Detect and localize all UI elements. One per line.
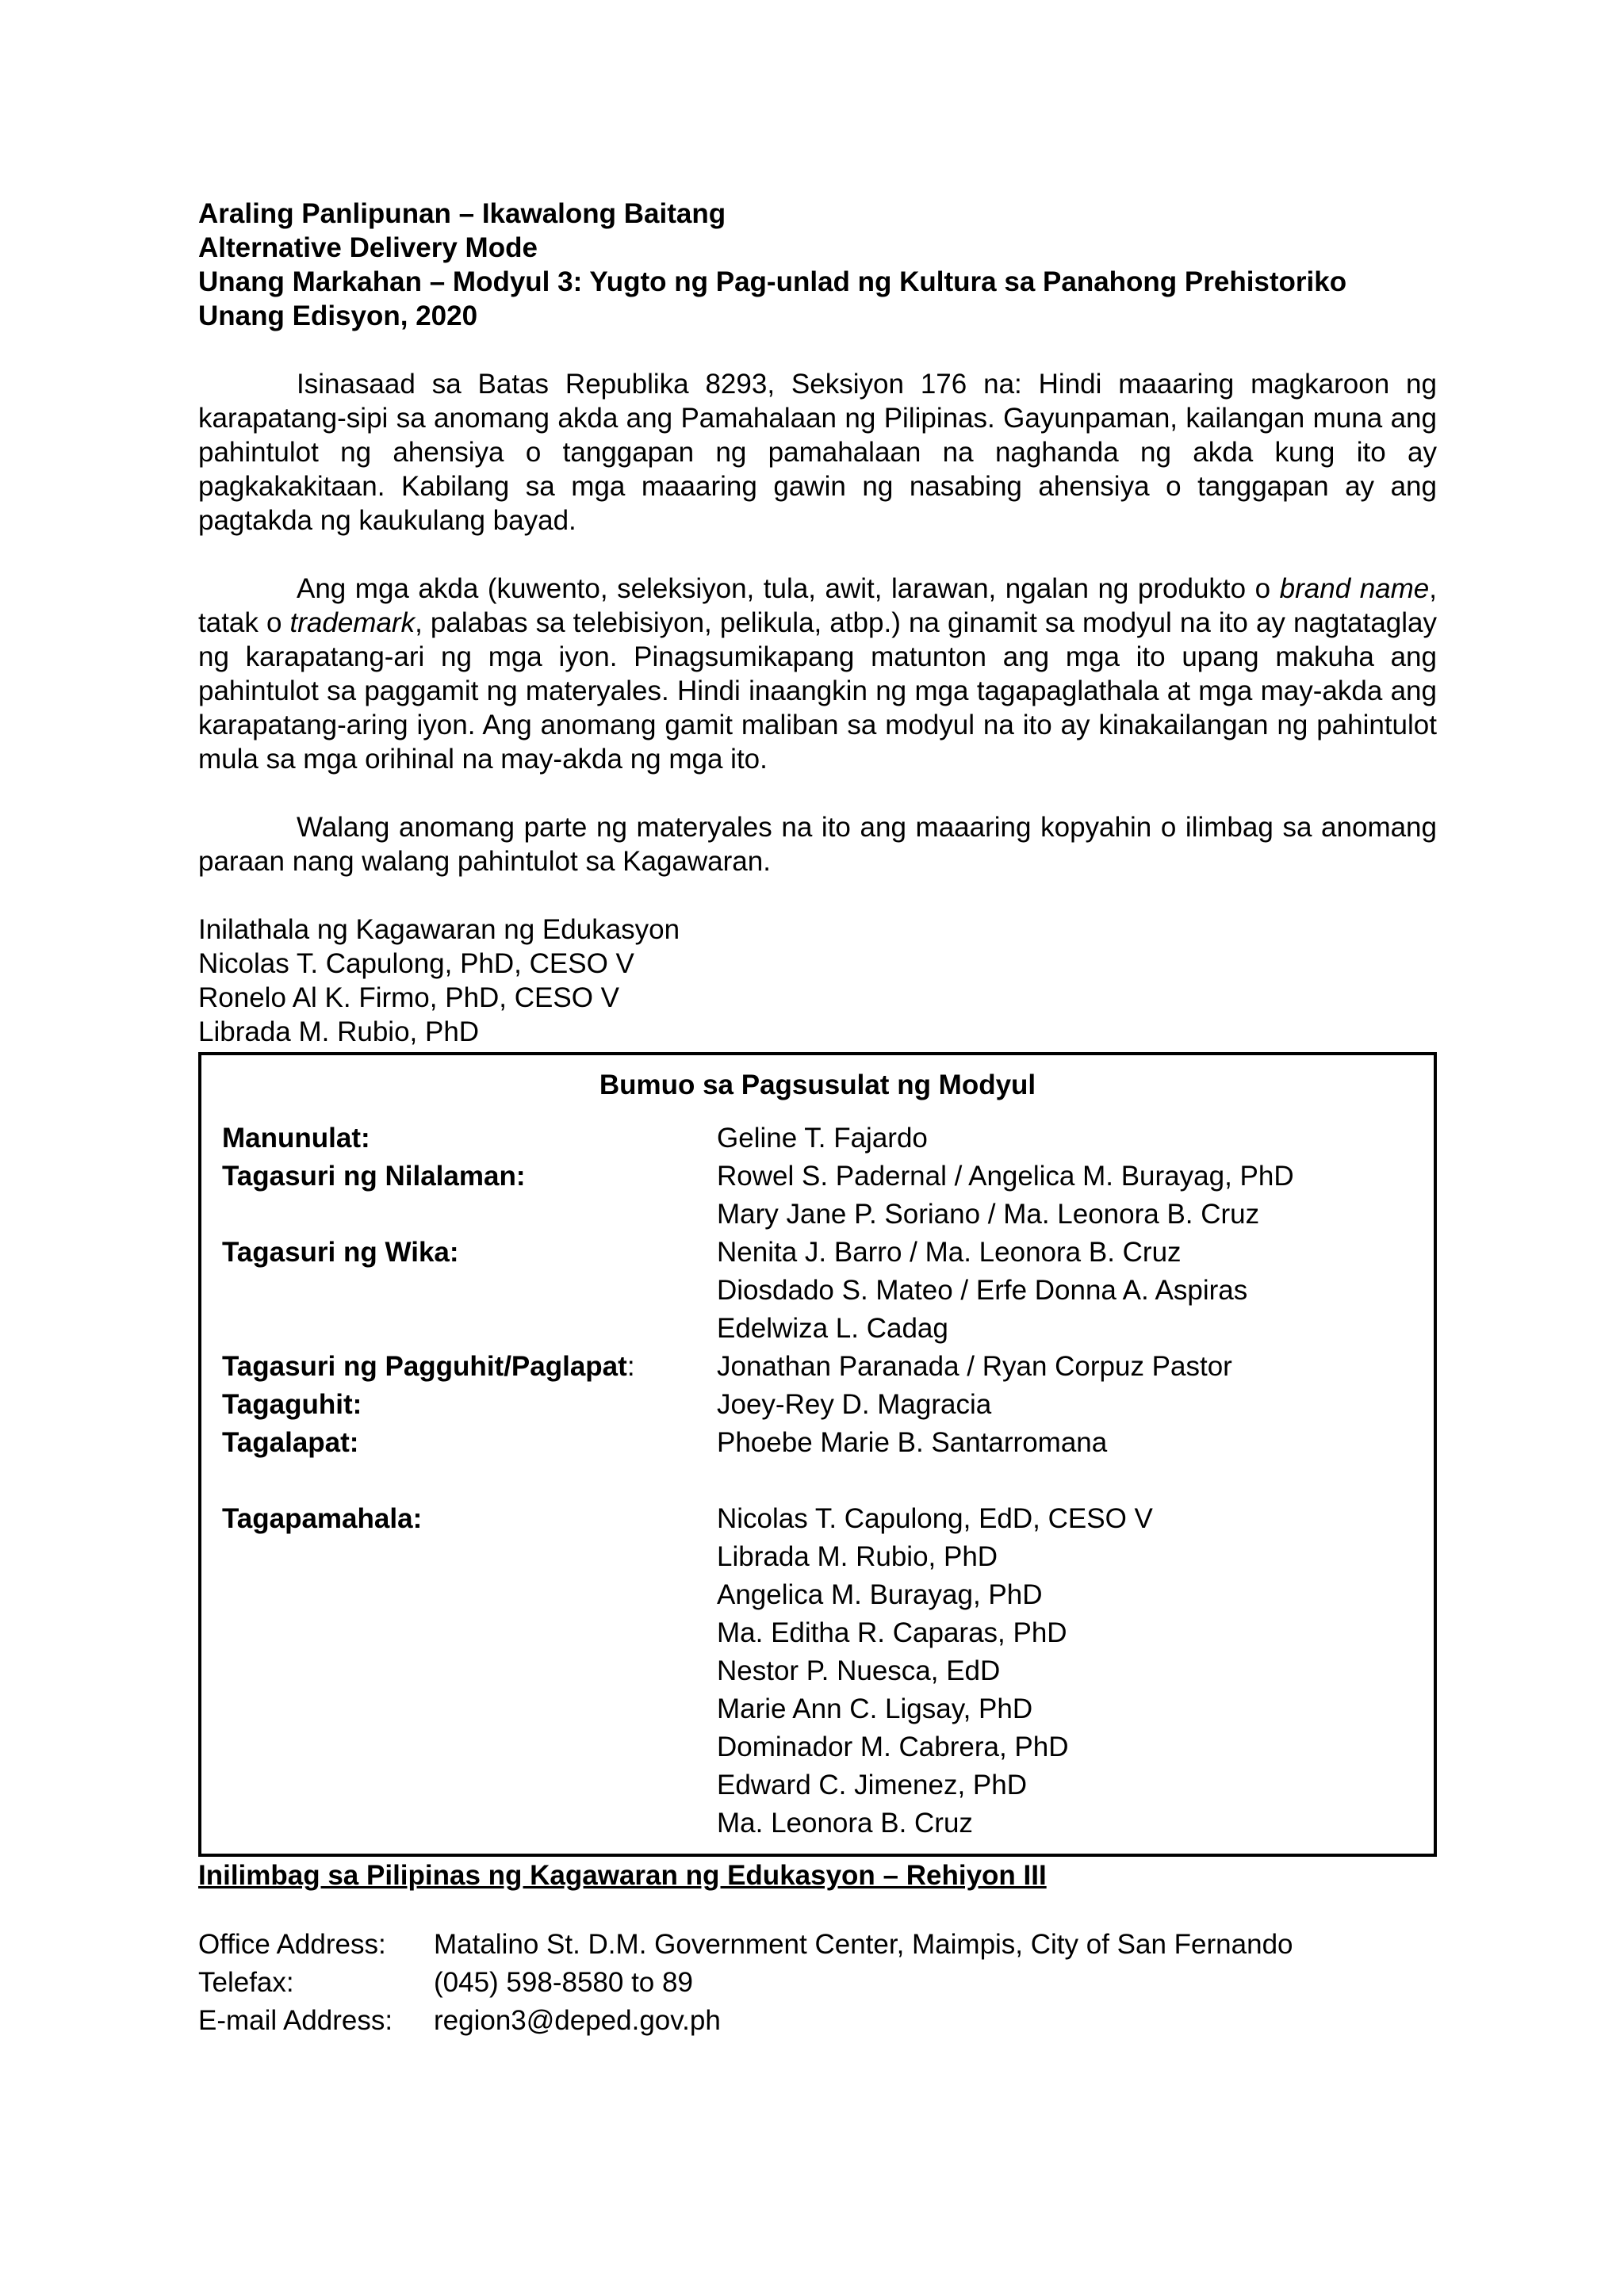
role-person: Joey-Rey D. Magracia xyxy=(717,1389,992,1420)
role-person: Phoebe Marie B. Santarromana xyxy=(717,1427,1108,1458)
role-person: Nicolas T. Capulong, EdD, CESO V xyxy=(717,1503,1153,1534)
role-label xyxy=(222,1424,717,1462)
trademark-italic-trademark: trademark xyxy=(289,607,416,638)
role-names xyxy=(717,1158,1413,1234)
team-role-row xyxy=(222,1500,1413,1843)
role-label xyxy=(222,1158,717,1234)
trademark-italic-brand: brand name xyxy=(1279,573,1430,604)
role-label-text: Tagasuri ng Pagguhit/Paglapat xyxy=(222,1351,627,1382)
role-names xyxy=(717,1119,1413,1158)
printed-by: Inilimbag sa Pilipinas ng Kagawaran ng Edukasyon – Rehiyon III xyxy=(198,1860,1047,1891)
contact-telefax xyxy=(198,1964,1437,2002)
role-label-text: Manunulat xyxy=(222,1123,361,1154)
reproduction-paragraph: Walang anomang parte ng materyales na ito ang maaaring kopyahin o ilimbag sa anomang paraan nang walang pahintulot sa Kagawaran. xyxy=(198,812,1437,877)
role-person: Ma. Editha R. Caparas, PhD xyxy=(717,1617,1067,1648)
contact-value: region3@deped.gov.ph xyxy=(434,2005,721,2036)
role-names xyxy=(717,1500,1413,1843)
publisher-block xyxy=(198,913,1437,1049)
role-spacer xyxy=(222,1462,1413,1500)
role-person: Jonathan Paranada / Ryan Corpuz Pastor xyxy=(717,1351,1232,1382)
team-role-row xyxy=(222,1119,1413,1158)
team-role-row xyxy=(222,1234,1413,1348)
team-role-row xyxy=(222,1348,1413,1386)
role-label xyxy=(222,1119,717,1158)
role-person: Marie Ann C. Ligsay, PhD xyxy=(717,1693,1033,1724)
role-person: Librada M. Rubio, PhD xyxy=(717,1541,998,1572)
role-label xyxy=(222,1234,717,1348)
role-label-colon: : xyxy=(449,1237,459,1268)
role-person: Geline T. Fajardo xyxy=(717,1123,928,1154)
role-label xyxy=(222,1348,717,1386)
role-label xyxy=(222,1386,717,1424)
team-title: Bumuo sa Pagsusulat ng Modyul xyxy=(599,1070,1036,1100)
role-label-colon: : xyxy=(360,1123,370,1154)
subject-title: Araling Panlipunan – Ikawalong Baitang xyxy=(198,198,726,229)
role-label-text: Tagasuri ng Wika xyxy=(222,1237,450,1268)
team-roles xyxy=(222,1119,1413,1843)
contact-value: (045) 598-8580 to 89 xyxy=(434,1967,693,1998)
role-person: Nenita J. Barro / Ma. Leonora B. Cruz xyxy=(717,1237,1182,1268)
role-person: Diosdado S. Mateo / Erfe Donna A. Aspiras xyxy=(717,1275,1248,1306)
role-person: Dominador M. Cabrera, PhD xyxy=(717,1732,1069,1762)
role-label-colon: : xyxy=(349,1427,359,1458)
team-role-row xyxy=(222,1158,1413,1234)
role-person: Nestor P. Nuesca, EdD xyxy=(717,1655,1001,1686)
role-names xyxy=(717,1348,1413,1386)
role-names xyxy=(717,1234,1413,1348)
trademark-text-c: , tatak o xyxy=(198,573,1437,638)
trademark-paragraph xyxy=(198,572,1437,776)
publisher-line: Nicolas T. Capulong, PhD, CESO V xyxy=(198,948,634,979)
role-label-colon: : xyxy=(626,1351,635,1382)
trademark-text-a: Ang mga akda (kuwento, seleksiyon, tula, awit, larawan, ngalan ng produkto o xyxy=(297,573,1280,604)
team-role-row xyxy=(222,1386,1413,1424)
module-team-box xyxy=(198,1052,1437,1857)
role-person: Edward C. Jimenez, PhD xyxy=(717,1770,1027,1800)
role-label-colon: : xyxy=(412,1503,423,1534)
module-title: Unang Markahan – Modyul 3: Yugto ng Pag-unlad ng Kultura sa Panahong Prehistoriko xyxy=(198,266,1347,297)
trademark-text-e: , palabas sa telebisiyon, pelikula, atbp.) na ginamit sa modyul na ito ay nagtataglay ng karapatang-ari ng mga iyon. Pinagsumikapang matunton ang mga ito upang makuha ang pahintulot sa paggamit ng materyales. Hindi inaangkin ng mga tagapaglathala at mga may-akda ang karapatang-aring iyon. Ang anomang gamit maliban sa modyul na ito ay kinakailangan ng pahintulot mula sa mga orihinal na may-akda ng mga ito. xyxy=(198,607,1437,775)
role-label-text: Tagasuri ng Nilalaman xyxy=(222,1161,516,1192)
role-label xyxy=(222,1500,717,1843)
role-names xyxy=(717,1386,1413,1424)
role-person: Ma. Leonora B. Cruz xyxy=(717,1808,973,1839)
role-label-text: Tagapamahala xyxy=(222,1503,413,1534)
role-label-colon: : xyxy=(352,1389,362,1420)
contact-label: E-mail Address: xyxy=(198,2005,393,2036)
publisher-line: Inilathala ng Kagawaran ng Edukasyon xyxy=(198,914,680,945)
contact-office xyxy=(198,1926,1437,1964)
edition: Unang Edisyon, 2020 xyxy=(198,300,478,331)
contact-label: Telefax: xyxy=(198,1967,294,1998)
publisher-line: Librada M. Rubio, PhD xyxy=(198,1016,480,1047)
copyright-paragraph: Isinasaad sa Batas Republika 8293, Seksiyon 176 na: Hindi maaaring magkaroon ng karapatang-sipi sa anomang akda ang Pamahalaan ng Pilipinas. Gayunpaman, kailangan muna ang pahintulot ng ahensiya o tanggapan ng pamahalaan na naghanda ng akda kung ito ay pagkakakitaan. Kabilang sa mga maaaring gawin ng nasabing ahensiya o tanggapan ay ang pagtakda ng kaukulang bayad. xyxy=(198,369,1437,536)
contact-block xyxy=(198,1926,1437,2040)
contact-email xyxy=(198,2002,1437,2040)
role-label-colon: : xyxy=(515,1161,526,1192)
publisher-line: Ronelo Al K. Firmo, PhD, CESO V xyxy=(198,982,620,1013)
role-person: Rowel S. Padernal / Angelica M. Burayag, PhD xyxy=(717,1161,1294,1192)
contact-label: Office Address: xyxy=(198,1929,386,1960)
role-person: Mary Jane P. Soriano / Ma. Leonora B. Cruz xyxy=(717,1199,1260,1230)
team-role-row xyxy=(222,1424,1413,1462)
role-label-text: Tagalapat xyxy=(222,1427,350,1458)
copyright-page xyxy=(198,197,1437,2040)
role-label-text: Tagaguhit xyxy=(222,1389,353,1420)
delivery-mode: Alternative Delivery Mode xyxy=(198,232,538,263)
role-person: Angelica M. Burayag, PhD xyxy=(717,1579,1043,1610)
role-person: Edelwiza L. Cadag xyxy=(717,1313,948,1344)
contact-value: Matalino St. D.M. Government Center, Maimpis, City of San Fernando xyxy=(434,1929,1293,1960)
role-names xyxy=(717,1424,1413,1462)
